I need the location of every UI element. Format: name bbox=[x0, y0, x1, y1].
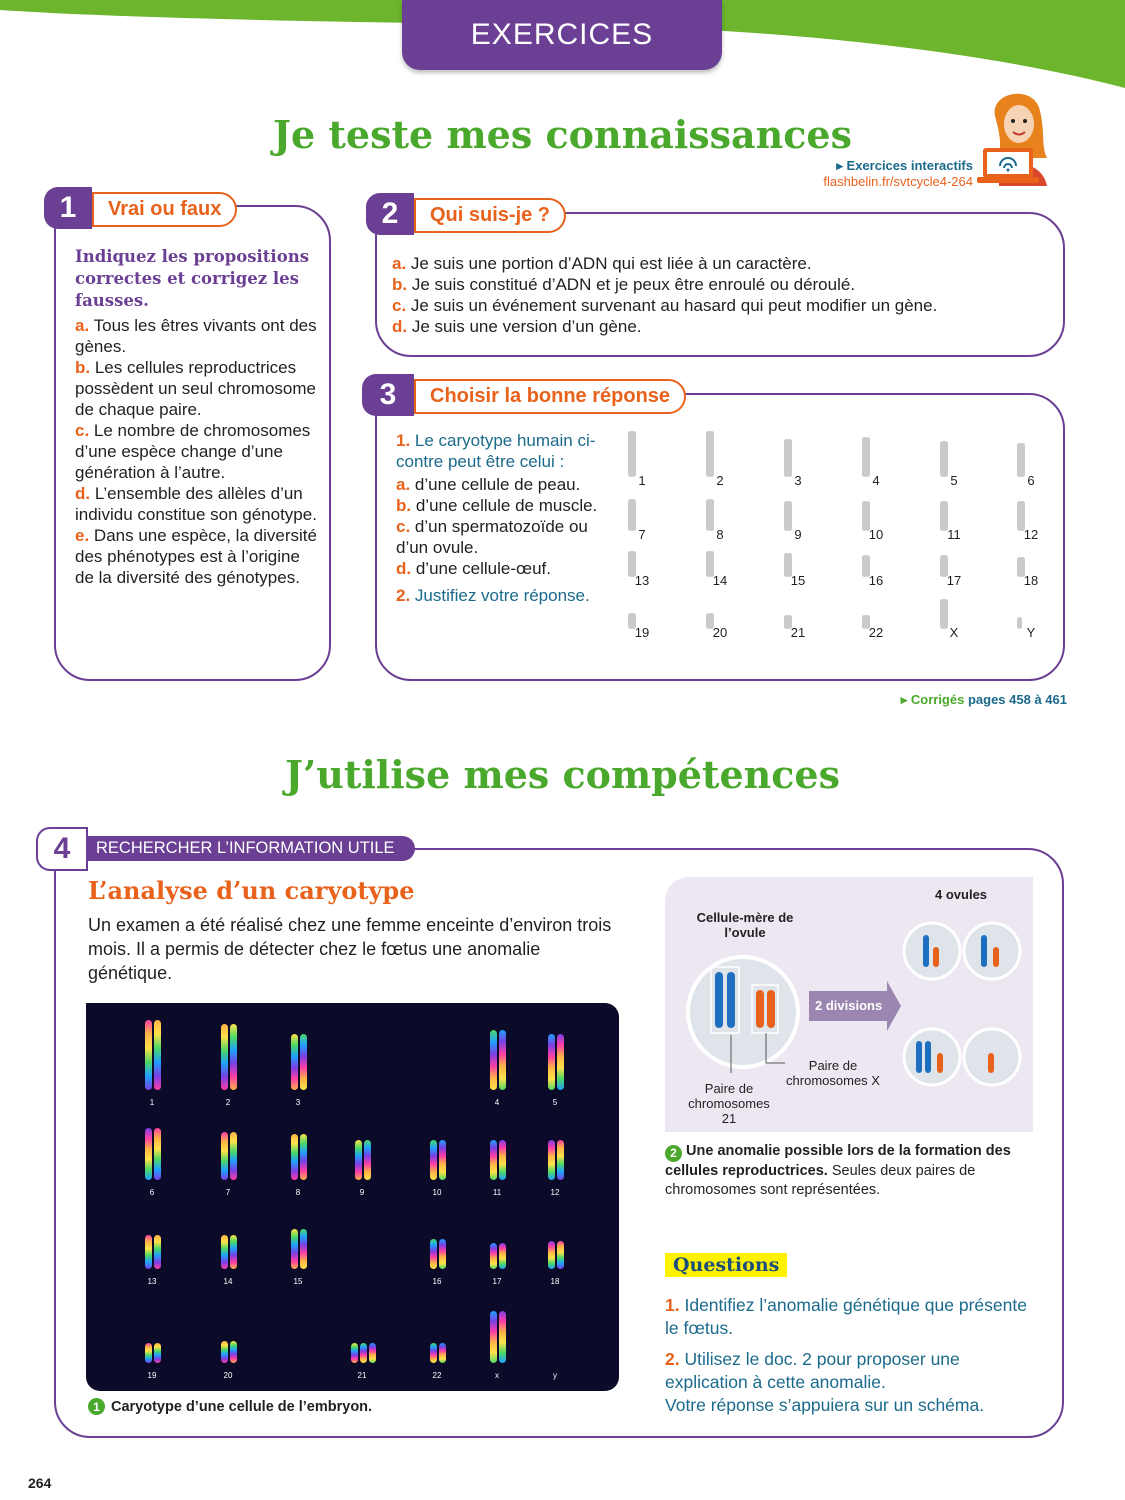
colored-chromosome bbox=[300, 1034, 307, 1090]
ex3-q1 bbox=[396, 430, 611, 472]
ex1-number: 1 bbox=[44, 187, 92, 229]
ex1-letter: c. bbox=[75, 421, 90, 440]
ex4-q1-text: Identifiez l’anomalie génétique que présente le fœtus. bbox=[665, 1295, 1027, 1338]
ex2-letter: a. bbox=[392, 254, 407, 273]
doc2-pairX-label: Paire de chromosomes X bbox=[786, 1058, 880, 1088]
ex2-title: Qui suis-je ? bbox=[414, 198, 566, 233]
ex4-q1 bbox=[665, 1294, 1045, 1340]
interactive-label: ▸ Exercices interactifs bbox=[836, 158, 973, 173]
doc2-mother-cell-label: Cellule-mère de l’ovule bbox=[696, 910, 794, 940]
doc1-karyotype-label: 21 bbox=[357, 1371, 367, 1380]
ex4-skill-banner: RECHERCHER L’INFORMATION UTILE bbox=[88, 836, 415, 861]
ex3-option-c bbox=[396, 516, 611, 558]
colored-chromosome bbox=[154, 1343, 161, 1363]
ex3-text: d’un spermatozoïde ou d’un ovule. bbox=[396, 517, 588, 557]
ex1-item-e bbox=[75, 525, 320, 588]
doc1-karyotype-label: 10 bbox=[432, 1188, 442, 1197]
ex3-letter: c. bbox=[396, 517, 411, 536]
colored-chromosome bbox=[548, 1241, 555, 1269]
karyotype-label: 13 bbox=[634, 573, 650, 588]
colored-chromosome bbox=[499, 1243, 506, 1269]
corriges-pages: pages 458 à 461 bbox=[967, 692, 1067, 707]
colored-chromosome bbox=[439, 1343, 446, 1363]
ex1-letter: d. bbox=[75, 484, 91, 503]
colored-chromosome bbox=[557, 1034, 564, 1090]
ex1-text: Le nombre de chromosomes d’une espèce change d’une génération à l’autre. bbox=[75, 421, 311, 482]
section-title-competences: J’utilise mes compétences bbox=[284, 752, 840, 797]
karyotype-label: 12 bbox=[1023, 527, 1039, 542]
ex2-item-a bbox=[392, 253, 1052, 274]
doc2-divisions-label: 2 divisions bbox=[815, 998, 883, 1013]
ex1-item-d bbox=[75, 483, 320, 525]
ex3-letter: a. bbox=[396, 475, 411, 494]
karyotype-label: 18 bbox=[1023, 573, 1039, 588]
ex2-item-b bbox=[392, 274, 1052, 295]
ex1-item-b bbox=[75, 357, 320, 420]
doc1-caption-text: Caryotype d’une cellule de l’embryon. bbox=[111, 1398, 373, 1415]
colored-chromosome bbox=[221, 1024, 228, 1090]
doc2-diagram bbox=[665, 877, 1033, 1132]
doc2-badge: 2 bbox=[665, 1145, 682, 1162]
ex4-number-box bbox=[36, 827, 88, 871]
interactive-link-block[interactable] bbox=[823, 158, 973, 190]
colored-chromosome bbox=[300, 1229, 307, 1269]
exercices-banner bbox=[402, 0, 722, 70]
colored-chromosome bbox=[291, 1034, 298, 1090]
colored-chromosome bbox=[499, 1311, 506, 1363]
doc1-karyotype-label: 20 bbox=[223, 1371, 233, 1380]
ex4-questions bbox=[665, 1294, 1045, 1417]
doc1-karyotype-label: 14 bbox=[223, 1277, 233, 1286]
ex3-option-a bbox=[396, 474, 611, 495]
ex1-title: Vrai ou faux bbox=[92, 192, 237, 227]
ex3-text: d’une cellule de muscle. bbox=[415, 496, 598, 515]
ex1-text: Dans une espèce, la diversité des phénotypes est à l’origine de la diversité des génotypes. bbox=[75, 526, 317, 587]
banner-title: EXERCICES bbox=[470, 18, 654, 51]
colored-chromosome bbox=[221, 1132, 228, 1180]
doc1-karyotype-label: 15 bbox=[293, 1277, 303, 1286]
doc1-karyotype-label: 2 bbox=[225, 1098, 231, 1107]
karyotype-label: 22 bbox=[868, 625, 884, 640]
doc2-caption-bold: Une anomalie possible lors de la formation des cellules reproductrices. bbox=[665, 1143, 1011, 1179]
colored-chromosome bbox=[154, 1020, 161, 1090]
colored-chromosome bbox=[291, 1229, 298, 1269]
colored-chromosome bbox=[490, 1030, 497, 1090]
page-number: 264 bbox=[28, 1475, 52, 1491]
girl-with-laptop-illustration bbox=[975, 86, 1070, 191]
grey-chromosome bbox=[709, 431, 714, 477]
corriges-link[interactable] bbox=[901, 692, 1067, 708]
colored-chromosome bbox=[430, 1343, 437, 1363]
colored-chromosome bbox=[364, 1140, 371, 1180]
ex4-q2-text2: Votre réponse s’appuiera sur un schéma. bbox=[665, 1395, 985, 1415]
ex3-letter: d. bbox=[396, 559, 412, 578]
doc1-karyotype-label: 8 bbox=[295, 1188, 301, 1197]
ex4-q2 bbox=[665, 1348, 1045, 1394]
ex1-letter: b. bbox=[75, 358, 91, 377]
corriges-prefix: ▸ Corrigés bbox=[900, 692, 965, 707]
doc2-pair21-label: Paire de chromosomes 21 bbox=[688, 1081, 770, 1126]
grey-chromosome bbox=[1020, 443, 1025, 477]
colored-chromosome bbox=[230, 1341, 237, 1363]
colored-chromosome bbox=[360, 1343, 367, 1363]
section-title-connaissances: Je teste mes connaissances bbox=[272, 112, 853, 157]
colored-chromosome bbox=[490, 1140, 497, 1180]
karyotype-label: 1 bbox=[638, 473, 646, 488]
doc2-caption bbox=[665, 1142, 1045, 1200]
colored-chromosome bbox=[439, 1239, 446, 1269]
doc1-karyotype-label: 9 bbox=[359, 1188, 365, 1197]
karyotype-label: 19 bbox=[634, 625, 650, 640]
karyotype-label: 20 bbox=[712, 625, 728, 640]
karyotype-label: 14 bbox=[712, 573, 728, 588]
karyotype-label: 4 bbox=[872, 473, 880, 488]
ex3-karyotype bbox=[620, 428, 1060, 648]
doc1-karyotype-label: 17 bbox=[492, 1277, 502, 1286]
ex2-letter: d. bbox=[392, 317, 408, 336]
colored-chromosome bbox=[548, 1034, 555, 1090]
questions-title: Questions bbox=[665, 1253, 787, 1277]
karyotype-label: 15 bbox=[790, 573, 806, 588]
doc1-karyotype-label: y bbox=[553, 1371, 557, 1380]
grey-chromosome bbox=[943, 441, 948, 477]
doc1-karyotype-label: 6 bbox=[149, 1188, 155, 1197]
colored-chromosome bbox=[145, 1128, 152, 1180]
karyotype-label: Y bbox=[1026, 625, 1036, 640]
colored-chromosome bbox=[154, 1128, 161, 1180]
doc1-karyotype-label: 11 bbox=[492, 1188, 502, 1197]
ex3-q2-number: 2. bbox=[396, 586, 411, 605]
grey-chromosome bbox=[865, 437, 870, 477]
doc2-caption-text: Seules deux paires de chromosomes sont représentées. bbox=[665, 1163, 976, 1198]
ex1-letter: a. bbox=[75, 316, 90, 335]
ex1-text: Les cellules reproductrices possèdent un seul chromosome de chaque paire. bbox=[75, 358, 316, 419]
interactive-url[interactable]: flashbelin.fr/svtcycle4-264 bbox=[823, 174, 973, 189]
colored-chromosome bbox=[351, 1343, 358, 1363]
doc1-karyotype-label: 1 bbox=[149, 1098, 155, 1107]
karyotype-label: 5 bbox=[950, 473, 958, 488]
doc1-caption bbox=[88, 1398, 372, 1415]
ex2-text: Je suis constitué d’ADN et je peux être enroulé ou déroulé. bbox=[411, 275, 856, 294]
colored-chromosome bbox=[490, 1311, 497, 1363]
colored-chromosome bbox=[221, 1235, 228, 1269]
ex2-item-d bbox=[392, 316, 1052, 337]
ex4-q1-number: 1. bbox=[665, 1295, 680, 1315]
doc1-karyotype-label: 19 bbox=[147, 1371, 157, 1380]
colored-chromosome bbox=[557, 1241, 564, 1269]
doc1-karyotype-label: 3 bbox=[295, 1098, 301, 1107]
ex4-q2-text: Utilisez le doc. 2 pour proposer une explication à cette anomalie. bbox=[665, 1349, 960, 1392]
karyotype-label: 21 bbox=[790, 625, 806, 640]
karyotype-label: 17 bbox=[946, 573, 962, 588]
ex1-content bbox=[75, 246, 320, 588]
ex1-instruction: Indiquez les propositions correctes et corrigez les fausses. bbox=[75, 247, 309, 310]
karyotype-label: 7 bbox=[638, 527, 646, 542]
colored-chromosome bbox=[154, 1235, 161, 1269]
ex2-text: Je suis un événement survenant au hasard qui peut modifier un gène. bbox=[410, 296, 938, 315]
karyotype-label: 2 bbox=[716, 473, 724, 488]
karyotype-label: X bbox=[949, 625, 959, 640]
colored-chromosome bbox=[300, 1134, 307, 1180]
karyotype-label: 10 bbox=[868, 527, 884, 542]
colored-chromosome bbox=[430, 1140, 437, 1180]
ex3-text: d’une cellule-œuf. bbox=[415, 559, 551, 578]
ex4-title: L’analyse d’un caryotype bbox=[88, 876, 415, 905]
colored-chromosome bbox=[490, 1243, 497, 1269]
ex2-content bbox=[392, 253, 1052, 337]
ex2-letter: b. bbox=[392, 275, 408, 294]
ex1-item-c bbox=[75, 420, 320, 483]
ex3-text: d’une cellule de peau. bbox=[414, 475, 581, 494]
doc2-ovules-label: 4 ovules bbox=[935, 887, 988, 902]
colored-chromosome bbox=[221, 1341, 228, 1363]
ex4-q2-number: 2. bbox=[665, 1349, 680, 1369]
colored-chromosome bbox=[369, 1343, 376, 1363]
colored-chromosome bbox=[439, 1140, 446, 1180]
colored-chromosome bbox=[548, 1140, 555, 1180]
karyotype-label: 3 bbox=[794, 473, 802, 488]
doc1-karyotype-image bbox=[86, 1003, 619, 1391]
colored-chromosome bbox=[145, 1020, 152, 1090]
doc1-karyotype-label: 18 bbox=[550, 1277, 560, 1286]
ex2-letter: c. bbox=[392, 296, 407, 315]
colored-chromosome bbox=[230, 1132, 237, 1180]
ex2-number: 2 bbox=[366, 193, 414, 235]
doc1-karyotype-label: 13 bbox=[147, 1277, 157, 1286]
colored-chromosome bbox=[230, 1235, 237, 1269]
colored-chromosome bbox=[230, 1024, 237, 1090]
doc1-karyotype-label: x bbox=[495, 1371, 499, 1380]
doc1-karyotype-label: 5 bbox=[552, 1098, 558, 1107]
ex1-text: L’ensemble des allèles d’un individu constitue son génotype. bbox=[75, 484, 317, 524]
doc1-karyotype-label: 22 bbox=[432, 1371, 442, 1380]
ex3-content bbox=[396, 430, 611, 606]
karyotype-label: 16 bbox=[868, 573, 884, 588]
ex3-letter: b. bbox=[396, 496, 412, 515]
grey-chromosome bbox=[631, 431, 636, 477]
doc1-karyotype-label: 7 bbox=[225, 1188, 231, 1197]
ex2-text: Je suis une version d’un gène. bbox=[411, 317, 642, 336]
ex4-intro: Un examen a été réalisé chez une femme enceinte d’environ trois mois. Il a permis de détecter chez le fœtus une anomalie génétique. bbox=[88, 915, 612, 983]
ex3-q1-text: Le caryotype humain ci-contre peut être celui : bbox=[396, 431, 596, 471]
colored-chromosome bbox=[430, 1239, 437, 1269]
grey-chromosome bbox=[787, 439, 792, 477]
karyotype-label: 6 bbox=[1027, 473, 1035, 488]
doc1-karyotype-label: 4 bbox=[494, 1098, 500, 1107]
doc1-karyotype-label: 12 bbox=[550, 1188, 560, 1197]
ex1-item-a bbox=[75, 315, 320, 357]
karyotype-label: 8 bbox=[716, 527, 724, 542]
colored-chromosome bbox=[499, 1030, 506, 1090]
ex2-text: Je suis une portion d’ADN qui est liée à un caractère. bbox=[410, 254, 812, 273]
colored-chromosome bbox=[291, 1134, 298, 1180]
ex1-text: Tous les êtres vivants ont des gènes. bbox=[75, 316, 317, 356]
ex3-title: Choisir la bonne réponse bbox=[414, 379, 686, 414]
colored-chromosome bbox=[145, 1235, 152, 1269]
karyotype-label: 11 bbox=[947, 527, 961, 542]
colored-chromosome bbox=[499, 1140, 506, 1180]
doc1-badge: 1 bbox=[88, 1398, 105, 1415]
ex3-q2 bbox=[396, 585, 611, 606]
ex3-number: 3 bbox=[362, 374, 414, 416]
ex2-item-c bbox=[392, 295, 1052, 316]
colored-chromosome bbox=[557, 1140, 564, 1180]
doc1-karyotype-label: 16 bbox=[432, 1277, 442, 1286]
ex4-number: 4 bbox=[53, 832, 71, 865]
colored-chromosome bbox=[355, 1140, 362, 1180]
ex3-option-b bbox=[396, 495, 611, 516]
ex1-letter: e. bbox=[75, 526, 90, 545]
ex3-q2-text: Justifiez votre réponse. bbox=[414, 586, 590, 605]
colored-chromosome bbox=[145, 1343, 152, 1363]
ex3-q1-number: 1. bbox=[396, 431, 411, 450]
ex3-option-d bbox=[396, 558, 611, 579]
karyotype-label: 9 bbox=[794, 527, 802, 542]
